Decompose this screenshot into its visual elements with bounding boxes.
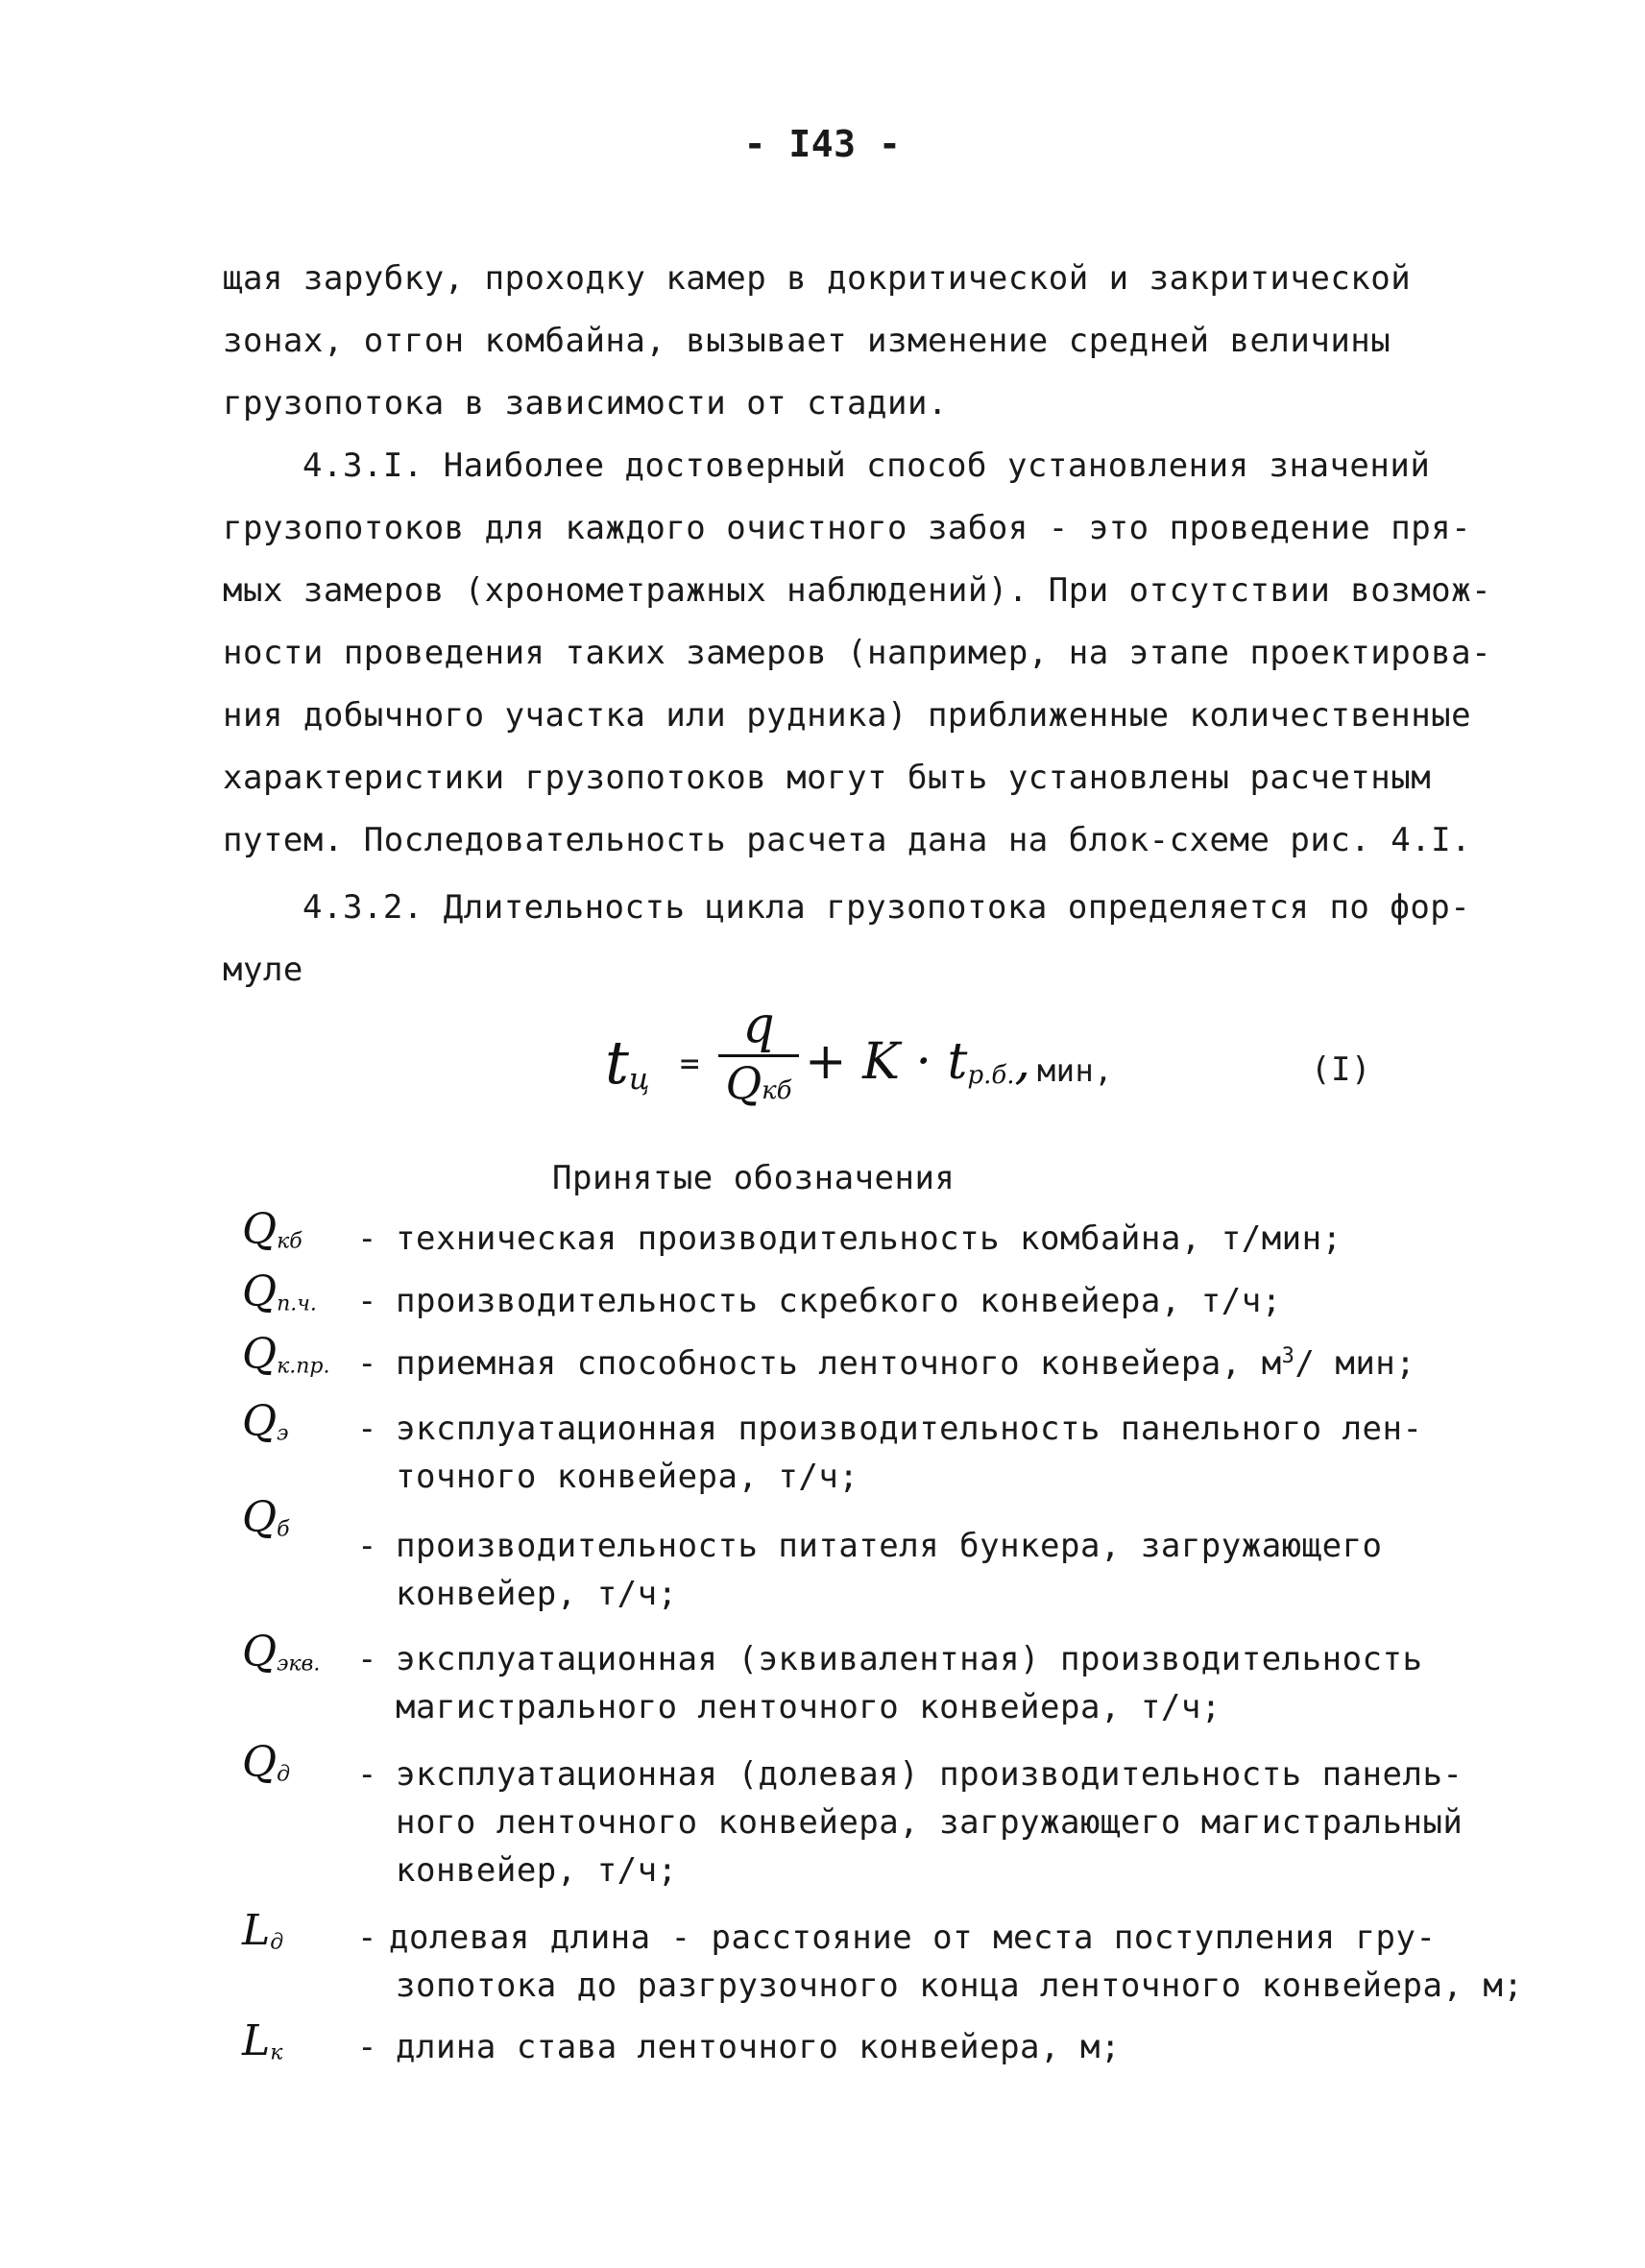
formula-denominator: Qкб xyxy=(725,1057,792,1109)
formula-fraction xyxy=(718,999,799,1115)
text-line: грузопотоков для каждого очистного забоя - это проведение пря- xyxy=(223,509,1472,547)
definition-text: приемная способность ленточного конвейера, $м^3/$ мин; xyxy=(396,1344,1416,1383)
text-line: зонах, отгон комбайна, вызывает изменение средней величины xyxy=(223,322,1391,360)
definition-symbol: $Q_д$ xyxy=(242,1738,291,1787)
definition-dash: - xyxy=(357,1219,377,1258)
definition-symbol: $L_д$ xyxy=(242,1906,284,1955)
definition-dash: - xyxy=(357,1344,377,1383)
text-line: муле xyxy=(223,951,303,989)
text-line: ности проведения таких замеров (например, на этапе проектирова- xyxy=(223,634,1492,672)
definition-symbol: $Q_б$ xyxy=(242,1493,290,1542)
definition-text: долевая длина - расстояние от места поступления гру- xyxy=(389,1918,1437,1957)
definition-text: производительность скребкого конвейера, т/ч; xyxy=(396,1282,1282,1320)
text-line: 4.3.2. Длительность цикла грузопотока определяется по фор- xyxy=(302,888,1471,927)
definition-dash: - xyxy=(357,1282,377,1320)
definition-text: производительность питателя бункера, загружающего xyxy=(396,1527,1383,1565)
page-number: - I43 - xyxy=(743,123,902,165)
definition-text: зопотока до разгрузочного конца ленточного конвейера, м; xyxy=(396,1966,1524,2005)
definition-symbol: $Q_{экв.}$ xyxy=(242,1628,321,1677)
definition-dash: - xyxy=(357,2028,377,2066)
definition-text: эксплуатационная производительность панельного лен- xyxy=(396,1410,1423,1448)
definition-symbol: $Q_{к.пр.}$ xyxy=(242,1330,330,1379)
definition-dash: - xyxy=(357,1527,377,1565)
definition-text: длина става ленточного конвейера, м; xyxy=(396,2028,1121,2066)
definition-text: конвейер, т/ч; xyxy=(396,1851,678,1890)
text-line: мых замеров (хронометражных наблюдений). При отсутствии возмож- xyxy=(223,571,1492,610)
definition-dash: - xyxy=(357,1755,377,1794)
formula xyxy=(605,999,1469,1123)
definition-text: эксплуатационная (эквивалентная) производительность xyxy=(396,1640,1423,1678)
formula-lhs: $t_ц$ xyxy=(605,1027,650,1098)
definition-symbol: $Q_{п.ч.}$ xyxy=(242,1267,317,1316)
definition-text: магистрального ленточного конвейера, т/ч; xyxy=(396,1688,1222,1726)
definition-dash: - xyxy=(357,1918,377,1957)
definition-symbol: $Q_э$ xyxy=(242,1397,289,1446)
definition-dash: - xyxy=(357,1410,377,1448)
text-line: грузопотока в зависимости от стадии. xyxy=(223,384,948,422)
text-line: путем. Последовательность расчета дана на блок-схеме рис. 4.I. xyxy=(223,821,1472,859)
definition-symbol: $L_к$ xyxy=(242,2016,283,2065)
definition-dash: - xyxy=(357,1640,377,1678)
definition-text: конвейер, т/ч; xyxy=(396,1575,678,1613)
formula-rest: + $K \cdot t_{р.б.}$, xyxy=(805,1033,1031,1091)
text-line: характеристики грузопотоков могут быть установлены расчетным xyxy=(223,759,1432,797)
definition-text: точного конвейера, т/ч; xyxy=(396,1458,859,1496)
definition-text: ного ленточного конвейера, загружающего магистральный xyxy=(396,1803,1464,1842)
text-line: 4.3.I. Наиболее достоверный способ установления значений xyxy=(302,446,1431,485)
text-line: ния добычного участка или рудника) приближенные количественные xyxy=(223,696,1472,735)
formula-numerator: q xyxy=(742,997,775,1054)
formula-number: (I) xyxy=(1311,1050,1371,1089)
definition-text: эксплуатационная (долевая) производительность панель- xyxy=(396,1755,1464,1794)
formula-units: мин, xyxy=(1037,1052,1114,1089)
definition-symbol: $Q_{кб}$ xyxy=(242,1205,302,1254)
notation-heading: Принятые обозначения xyxy=(552,1159,956,1197)
definition-text: техническая производительность комбайна, т/мин; xyxy=(396,1219,1343,1258)
text-line: щая зарубку, проходку камер в докритической и закритической xyxy=(223,259,1412,298)
formula-equals: = xyxy=(680,1045,700,1083)
